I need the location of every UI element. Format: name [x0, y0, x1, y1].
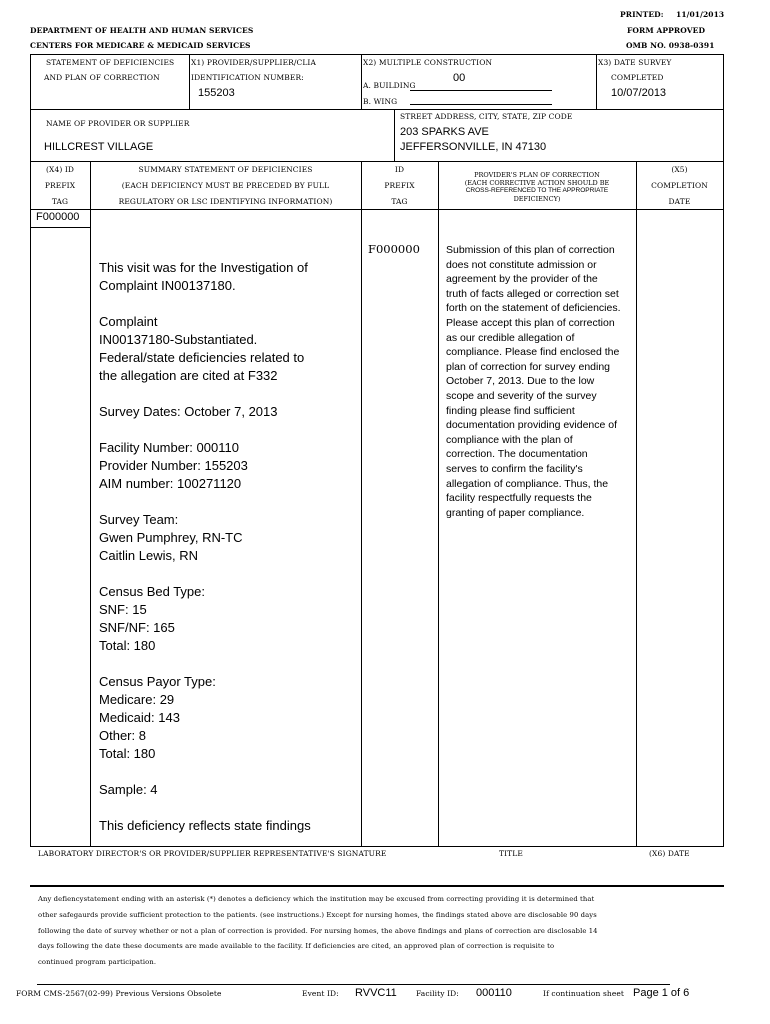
x1-label-1: X1) PROVIDER/SUPPLIER/CLIA [191, 58, 317, 67]
date-label: (X6) DATE [649, 849, 690, 858]
city-value: JEFFERSONVILLE, IN 47130 [400, 141, 547, 153]
provider-name-value: HILLCREST VILLAGE [44, 141, 154, 153]
plan-of-correction: Submission of this plan of correction does not constitute admission or agreement by the provider of the truth of facts alleged or correction set forth on the statement of deficiencies. Please accept this plan of correction as our credible allegation of compliance. Please find enclosed the plan of correction for survey ending October 7, 2013. Due to the low scope and severity of the survey finding please find sufficient documentation providing evidence of compliance with the plan of correction. The documentation serves to confirm the facility's allegation of compliance. Thus, the facility respectfully requests the granting of paper compliance. [446, 244, 621, 519]
title-label: TITLE [499, 849, 523, 858]
plan-label-1: PROVIDER'S PLAN OF CORRECTION [474, 171, 600, 179]
provider-name-label: NAME OF PROVIDER OR SUPPLIER [46, 119, 190, 128]
plan-label-3: CROSS-REFERENCED TO THE APPROPRIATE [465, 187, 609, 194]
deficiency-tag-left: F000000 [36, 211, 80, 223]
signature-label: LABORATORY DIRECTOR'S OR PROVIDER/SUPPLIER REPRESENTATIVE'S SIGNATURE [38, 849, 387, 858]
wing-label: B. WING [363, 97, 398, 106]
survey-date-value: 10/07/2013 [611, 87, 667, 99]
x1-label-2: IDENTIFICATION NUMBER: [191, 73, 304, 82]
x2-label: X2) MULTIPLE CONSTRUCTION [363, 58, 493, 67]
continuation-label: If continuation sheet [543, 989, 625, 998]
omb-number: OMB NO. 0938-0391 [626, 41, 715, 50]
deficiency-tag-right: F000000 [368, 242, 420, 256]
printed-date: 11/01/2013 [676, 10, 725, 19]
id-label-3: TAG [391, 197, 408, 206]
event-id-value: RVVC11 [355, 987, 397, 999]
x4-label-3: TAG [51, 197, 69, 206]
multiple-construction-value: 00 [453, 72, 466, 84]
form-number: FORM CMS-2567(02-99) Previous Versions Obsolete [16, 989, 222, 998]
street-value: 203 SPARKS AVE [400, 126, 489, 138]
x3-label-1: X3) DATE SURVEY [598, 58, 672, 67]
plan-label-4: DEFICIENCY) [513, 195, 561, 203]
x4-label-2: PREFIX [44, 181, 76, 190]
disclaimer-line-5: continued program participation. [38, 958, 157, 966]
page-number: Page 1 of 6 [633, 987, 690, 999]
plan-label-2: (EACH CORRECTIVE ACTION SHOULD BE [464, 179, 610, 187]
x5-label-3: DATE [668, 197, 691, 206]
facility-id-value: 000110 [476, 987, 512, 999]
summary-statement: This visit was for the Investigation of Complaint IN00137180. Complaint IN00137180-Substantiated. Federal/state deficiencies related to the allegation are cited at F332 Survey Dates: October 7, 2013 Facility Number: 000110 Provider Number: 155203 AIM number: 100271120 Survey Team: Gwen Pumphrey, RN-TC Caitlin Lewis, RN Census Bed Type: SNF: 15 SNF/NF: 165 Total: 180 Census Payor Type: Medicare: 29 Medicaid: 143 Other: 8 Total: 180 Sample: 4 This deficiency reflects state findings [99, 260, 311, 833]
department-title: DEPARTMENT OF HEALTH AND HUMAN SERVICES [30, 26, 254, 35]
x3-label-2: COMPLETED [611, 73, 664, 82]
centers-title: CENTERS FOR MEDICARE & MEDICAID SERVICES [30, 41, 251, 50]
provider-id-value: 155203 [198, 87, 235, 99]
facility-id-label: Facility ID: [416, 989, 459, 998]
street-label: STREET ADDRESS, CITY, STATE, ZIP CODE [400, 112, 573, 121]
disclaimer-line-1: Any defiencystatement ending with an asterisk (*) denotes a deficiency which the institution may be excused from correcting providing it is determined that [38, 895, 595, 903]
x4-label-1: (X4) ID [45, 165, 75, 174]
summary-label-1: SUMMARY STATEMENT OF DEFICIENCIES [138, 165, 313, 174]
summary-label-3: REGULATORY OR LSC IDENTIFYING INFORMATION) [118, 197, 333, 206]
id-label-2: PREFIX [384, 181, 415, 190]
x5-label-1: (X5) [671, 165, 688, 174]
disclaimer-line-4: days following the date these documents are made available to the facility. If deficiencies are cited, an approved plan of correction is requisite to [38, 942, 555, 950]
disclaimer-line-2: other safegaurds provide sufficient protection to the patients. (see instructions.) Except for nursing homes, the findings stated above are disclosable 90 days [38, 911, 597, 919]
printed-label: PRINTED: [620, 10, 664, 19]
disclaimer-line-3: following the date of survey whether or not a plan of correction is provided. For nursing homes, the above findings and plans of correction are disclosable 14 [38, 927, 598, 935]
id-label-1: ID [394, 165, 405, 174]
x5-label-2: COMPLETION [651, 181, 708, 190]
form-approved: FORM APPROVED [627, 26, 706, 35]
building-label: A. BUILDING [363, 81, 416, 90]
summary-label-2: (EACH DEFICIENCY MUST BE PRECEDED BY FULL [121, 181, 330, 190]
statement-label-2: AND PLAN OF CORRECTION [44, 73, 160, 82]
event-id-label: Event ID: [302, 989, 339, 998]
statement-label-1: STATEMENT OF DEFICIENCIES [46, 58, 175, 67]
